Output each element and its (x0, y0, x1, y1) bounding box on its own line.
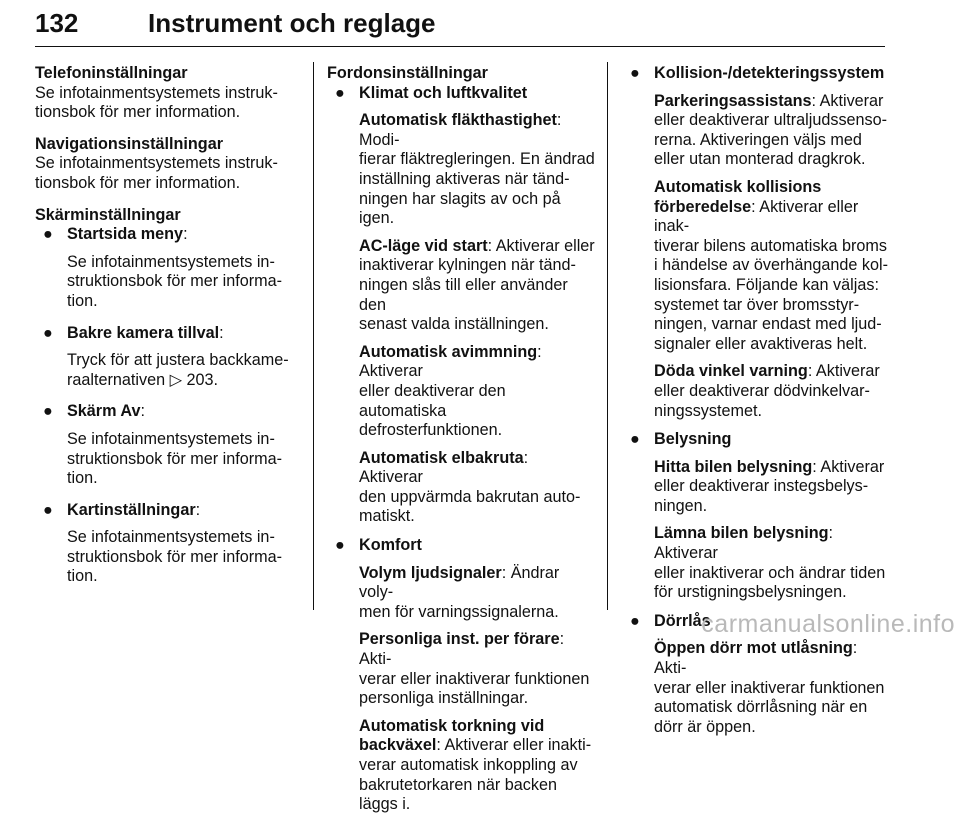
entry (654, 178, 890, 354)
group-title: Dörrlås (654, 611, 711, 630)
section-navigation-settings (35, 135, 297, 194)
section-phone-settings (35, 64, 297, 123)
entry (654, 524, 890, 602)
entry-label: Volym ljudsignaler (359, 563, 502, 582)
list-item (622, 64, 890, 421)
entry (654, 92, 890, 170)
entry-label: Parkeringsassistans (654, 91, 812, 110)
list-item: ● Kartinställningar: Se infotainmentsystemets in- struktionsbok för mer informa- tion. (35, 501, 297, 587)
column-divider (313, 62, 314, 610)
entry-text: : Aktiverar eller deaktiverar instegsbelys- ningen. (654, 457, 885, 515)
section-text: Se infotainmentsystemets instruk- tionsbok för mer information. (35, 154, 278, 192)
page-reference-icon: ▷ (169, 370, 183, 389)
entry-label: AC-läge vid start (359, 236, 488, 255)
entry-label: Automatisk torkning vid backväxel (359, 716, 545, 755)
entry-text: : Akti- verar eller inaktiverar funktionen personliga inställningar. (359, 630, 590, 708)
entry-text: : Aktiverar eller inak- tiverar bilens automatiska broms i händelse av överhängande kol- lisionsfara. Följande kan väljas: systemet tar över bromsstyr- ningen, varnar endast med ljud- signaler eller avaktiveras helt. (654, 197, 888, 353)
entry-label: Personliga inst. per förare (359, 630, 560, 649)
bullet-icon: ● (335, 536, 345, 555)
item-label: Bakre kamera tillval (67, 323, 220, 342)
entry-text: : Aktiverar eller inakti- verar automatisk inkoppling av bakrutetorkaren när backen läggs i. (359, 736, 592, 814)
bullet-icon: ● (43, 323, 53, 342)
entry-label: Automatisk kollisions förberedelse (654, 177, 822, 216)
group-title: Komfort (359, 536, 422, 555)
entry (654, 639, 890, 737)
entry-label: Automatisk fläkthastighet (359, 111, 557, 130)
entry (359, 449, 595, 527)
group-title: Belysning (654, 430, 732, 449)
section-title: Navigationsinställningar (35, 134, 223, 153)
section-title: Skärminställningar (35, 205, 181, 224)
bullet-icon: ● (630, 64, 640, 82)
section-title: Telefoninställningar (35, 64, 188, 82)
list-item: ● Bakre kamera tillval: Tryck för att justera backkame- raalternativen ▷ 203. (43, 323, 289, 389)
list-item (622, 430, 890, 603)
watermark: carmanualsonline.info (701, 610, 955, 638)
item-label: Skärm Av (67, 402, 141, 421)
bullet-icon: ● (43, 225, 53, 244)
section-title: Fordonsinställningar (327, 64, 488, 82)
page-reference: 203. (182, 370, 219, 389)
column-divider (607, 62, 608, 610)
bullet-icon: ● (630, 611, 640, 630)
list-item: ● Skärm Av: Se infotainmentsystemets in- struktionsbok för mer informa- tion. (35, 402, 297, 488)
entry-text: : Aktiverar den uppvärmda bakrutan auto- matiskt. (359, 448, 581, 526)
entry-text: : Aktiverar eller deaktiverar dödvinkelvar- ningssystemet. (654, 362, 880, 420)
group-title: Klimat och luftkvalitet (359, 83, 528, 102)
entry-text: : Ändrar voly- men för varningssignalerna. (359, 563, 560, 621)
column-left (35, 64, 297, 599)
entry-text: : Aktiverar eller inaktiverar och ändrar tiden för urstigningsbelysningen. (654, 524, 886, 602)
entry (359, 237, 595, 335)
item-label: Startsida meny (67, 225, 184, 244)
entry-label: Öppen dörr mot utlåsning (654, 639, 853, 658)
entry-label: Automatisk elbakruta (359, 448, 524, 467)
bullet-icon: ● (43, 500, 53, 519)
bullet-list (327, 84, 595, 815)
group-title: Kollision-/detekteringssystem (654, 64, 885, 82)
entry (654, 458, 890, 517)
entry-label: Döda vinkel varning (654, 362, 808, 381)
bullet-icon: ● (335, 83, 345, 102)
item-text: Se infotainmentsystemets in- struktionsbok för mer informa- tion. (67, 429, 282, 488)
entry-text: : Aktiverar eller deaktiverar ultraljudssenso- rerna. Aktiveringen väljs med eller utan monterad dragkrok. (654, 91, 888, 169)
entry-text: : Modi- fierar fläktregleringen. En ändrad inställning aktiveras när tänd- ningen har slagits av och på igen. (359, 111, 595, 228)
item-text: Tryck för att justera backkame- raalternativen (67, 351, 289, 389)
page-title: Instrument och reglage (148, 8, 436, 38)
column-right (622, 64, 890, 749)
item-text: Se infotainmentsystemets in- struktionsbok för mer informa- tion. (67, 252, 282, 310)
page-header (35, 6, 885, 47)
entry (359, 111, 595, 229)
entry (359, 630, 595, 708)
entry-text: : Akti- verar eller inaktiverar funktionen automatisk dörrlåsning när en dörr är öppen. (654, 639, 885, 736)
item-label: Kartinställningar (67, 500, 196, 519)
entry (654, 362, 890, 421)
entry (359, 343, 595, 441)
list-item: ● Startsida meny: Se infotainmentsystemets in- struktionsbok för mer informa- tion. (35, 225, 297, 311)
list-item (327, 536, 595, 815)
bullet-list (35, 225, 297, 587)
bullet-icon: ● (43, 402, 53, 421)
entry (359, 717, 595, 815)
section-text: Se infotainmentsystemets instruk- tionsbok för mer information. (35, 83, 278, 122)
column-middle (327, 64, 595, 827)
entry-text: : Aktiverar eller inaktiverar kylningen när tänd- ningen slås till eller använder den senast valda inställningen. (359, 236, 595, 334)
entry-text: : Aktiverar eller deaktiverar den automatiska defrosterfunktionen. (359, 342, 542, 440)
entry (359, 564, 595, 623)
entry-label: Lämna bilen belysning (654, 524, 829, 543)
entry-label: Automatisk avimmning (359, 342, 538, 361)
item-text: Se infotainmentsystemets in- struktionsbok för mer informa- tion. (67, 528, 282, 586)
section-screen-settings (35, 206, 297, 588)
bullet-icon: ● (630, 430, 640, 449)
page-number: 132 (35, 8, 79, 38)
entry-label: Hitta bilen belysning (654, 457, 813, 476)
list-item (327, 84, 595, 527)
